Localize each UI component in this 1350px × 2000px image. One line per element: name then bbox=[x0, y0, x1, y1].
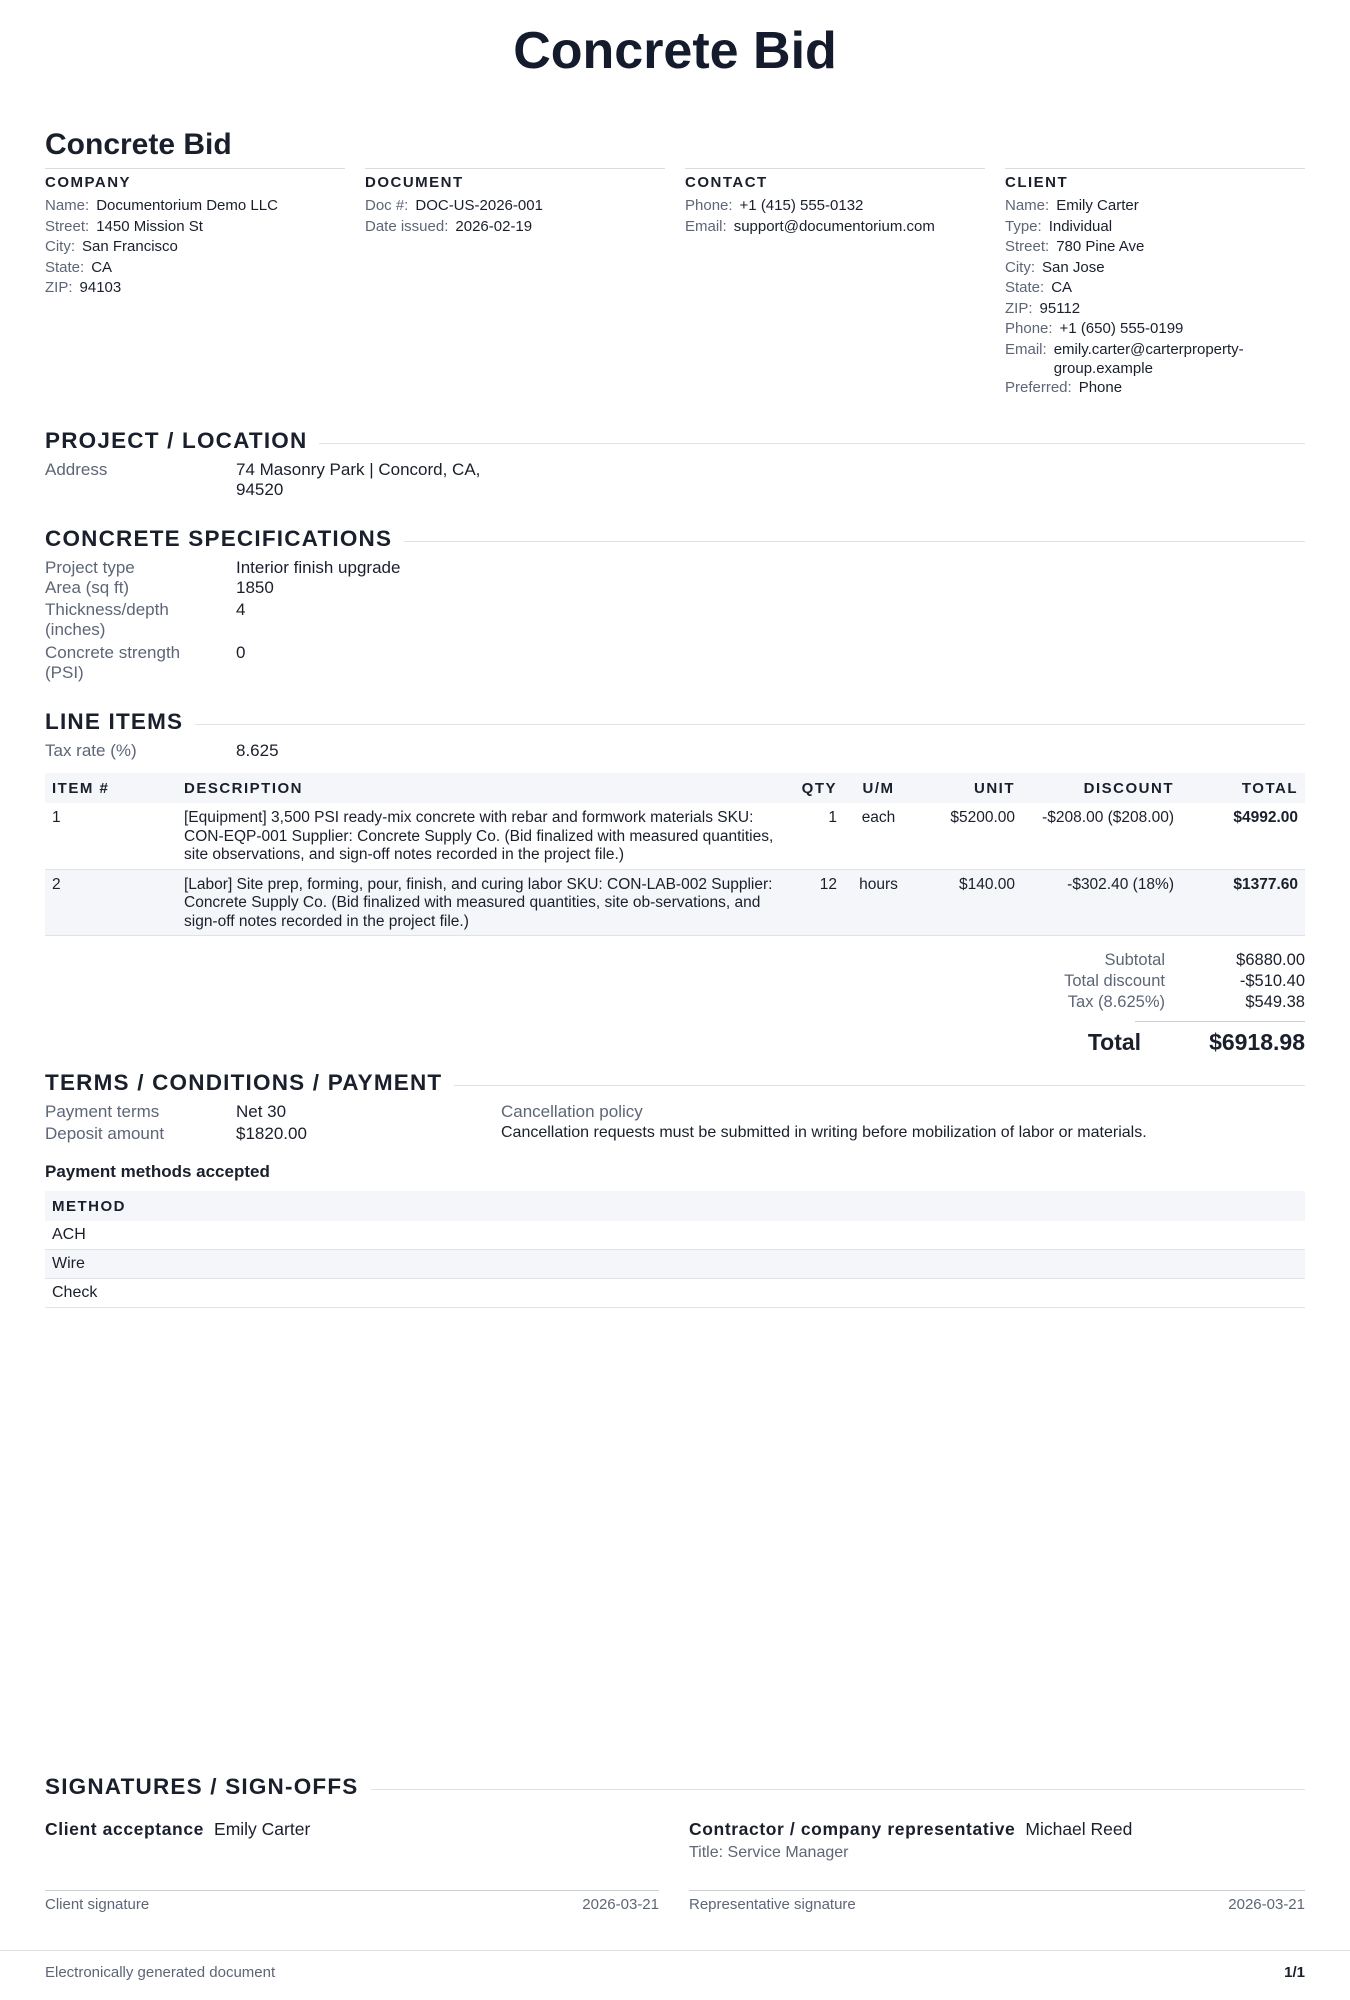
client-acceptance bbox=[45, 1818, 659, 1840]
spec-value: 4 bbox=[236, 600, 246, 619]
footer-divider bbox=[0, 1950, 1350, 1951]
field-label: Name: bbox=[1005, 197, 1050, 214]
total-discount-row bbox=[885, 971, 1305, 992]
date-issued: 2026-02-19 bbox=[455, 217, 533, 235]
document-title: Concrete Bid bbox=[513, 22, 837, 80]
field-label: Email: bbox=[685, 217, 727, 235]
specs-list bbox=[45, 558, 1305, 683]
company-row bbox=[45, 217, 345, 238]
field-label: State: bbox=[45, 258, 85, 276]
payment-methods-title: Payment methods accepted bbox=[45, 1162, 270, 1181]
payment-method: ACH bbox=[45, 1221, 1305, 1250]
section-rule bbox=[454, 1085, 1305, 1086]
section-rule bbox=[371, 1789, 1306, 1790]
client-row bbox=[1005, 196, 1305, 217]
client-street: 780 Pine Ave bbox=[1056, 238, 1145, 255]
company-name: Documentorium Demo LLC bbox=[96, 197, 278, 214]
field-label: Payment terms bbox=[45, 1102, 160, 1121]
client-row bbox=[1005, 319, 1305, 340]
line-items-table bbox=[45, 773, 1305, 936]
table-header-row bbox=[45, 1191, 1305, 1221]
field-label: Concrete strength (PSI) bbox=[45, 643, 181, 682]
client-signer-name: Emily Carter bbox=[214, 1819, 311, 1839]
item-discount: -$208.00 ($208.00) bbox=[1022, 803, 1181, 869]
field-label: State: bbox=[1005, 279, 1045, 296]
client-preferred: Phone bbox=[1078, 378, 1123, 396]
column-header: UNIT bbox=[913, 773, 1022, 803]
company-heading: COMPANY bbox=[45, 174, 132, 191]
header-info-grid bbox=[45, 168, 1305, 398]
client-type: Individual bbox=[1048, 217, 1113, 235]
client-row bbox=[1005, 278, 1305, 299]
document-row bbox=[365, 217, 665, 238]
rep-signature-block bbox=[689, 1818, 1305, 1913]
client-heading: CLIENT bbox=[1005, 174, 1069, 191]
cancellation-policy-text: Cancellation requests must be submitted in writing before mobilization of labor or materials. bbox=[501, 1124, 1147, 1141]
spec-value: 0 bbox=[236, 643, 246, 662]
item-description: [Labor] Site prep, forming, pour, finish, and curing labor SKU: CON-LAB-002 Supplier: Concrete Supply Co. (Bid finalized with measured quantities, site ob-servations, and sign-off notes recorded in the project file.) bbox=[177, 869, 790, 936]
cancellation-policy bbox=[501, 1102, 1147, 1144]
section-title: PROJECT / LOCATION bbox=[45, 428, 308, 453]
company-row bbox=[45, 196, 345, 217]
spec-value: Interior finish upgrade bbox=[236, 558, 401, 577]
item-total: $1377.60 bbox=[1181, 869, 1305, 936]
subtotal-row bbox=[885, 950, 1305, 971]
item-um: each bbox=[844, 803, 913, 869]
field-label: Phone: bbox=[1005, 320, 1053, 337]
company-row bbox=[45, 237, 345, 258]
company-city: San Francisco bbox=[82, 238, 178, 255]
field-label: Street: bbox=[45, 217, 90, 235]
field-label: Street: bbox=[1005, 238, 1050, 255]
client-row bbox=[1005, 378, 1305, 399]
client-zip: 95112 bbox=[1039, 299, 1081, 317]
item-number: 2 bbox=[45, 869, 177, 936]
client-phone: +1 (650) 555-0199 bbox=[1059, 320, 1184, 337]
field-label: Cancellation policy bbox=[501, 1102, 643, 1121]
company-state: CA bbox=[91, 258, 113, 276]
client-signature-line bbox=[45, 1890, 659, 1891]
client-signature-block bbox=[45, 1818, 659, 1913]
project-section-heading bbox=[45, 428, 1305, 454]
field-label: Address bbox=[45, 460, 108, 479]
subtotal-value: $6880.00 bbox=[1236, 951, 1305, 969]
field-label: Date issued: bbox=[365, 217, 449, 235]
column-header: DISCOUNT bbox=[1022, 773, 1181, 803]
totals-block bbox=[885, 950, 1305, 1058]
rep-acceptance bbox=[689, 1818, 1305, 1840]
column-header: METHOD bbox=[45, 1191, 1305, 1221]
company-row bbox=[45, 258, 345, 279]
field-label: Deposit amount bbox=[45, 1124, 165, 1143]
item-unit-price: $5200.00 bbox=[913, 803, 1022, 869]
signature-date: 2026-03-21 bbox=[582, 1896, 659, 1913]
document-block bbox=[365, 168, 665, 398]
section-title: TERMS / CONDITIONS / PAYMENT bbox=[45, 1070, 443, 1095]
tax-value: $549.38 bbox=[1245, 993, 1305, 1011]
footer-note: Electronically generated document bbox=[45, 1964, 276, 1981]
deposit-row bbox=[45, 1124, 501, 1144]
spec-row bbox=[45, 578, 1305, 598]
section-rule bbox=[195, 724, 1305, 725]
field-label: Type: bbox=[1005, 217, 1042, 235]
page-number: 1/1 bbox=[1284, 1964, 1305, 1981]
rep-signer-name: Michael Reed bbox=[1025, 1819, 1133, 1839]
tax-rate-row bbox=[45, 741, 1305, 761]
spec-value: 1850 bbox=[236, 578, 274, 597]
company-zip: 94103 bbox=[79, 279, 122, 296]
item-description: [Equipment] 3,500 PSI ready-mix concrete with rebar and formwork materials SKU: CON-EQP-001 Supplier: Concrete Supply Co. (Bid finalized with measured quantities, site observations, and sign-off notes recorded in the project file.) bbox=[177, 803, 790, 869]
grand-total-value: $6918.98 bbox=[1209, 1029, 1305, 1055]
field-label: Tax rate (%) bbox=[45, 741, 137, 760]
spec-row bbox=[45, 600, 1305, 640]
table-row bbox=[45, 1279, 1305, 1308]
item-unit-price: $140.00 bbox=[913, 869, 1022, 936]
field-label: Thickness/depth (inches) bbox=[45, 600, 169, 639]
field-label: Preferred: bbox=[1005, 378, 1072, 396]
company-block bbox=[45, 168, 345, 398]
field-label: Client acceptance bbox=[45, 1819, 205, 1839]
payment-terms-value: Net 30 bbox=[236, 1102, 287, 1121]
field-label: Phone: bbox=[685, 197, 733, 214]
document-subtitle: Concrete Bid bbox=[45, 128, 232, 161]
field-label: Name: bbox=[45, 197, 90, 214]
field-label: Contractor / company representative bbox=[689, 1819, 1016, 1839]
terms-left bbox=[45, 1102, 501, 1144]
rep-title: Title: Service Manager bbox=[689, 1844, 849, 1861]
contact-heading: CONTACT bbox=[685, 174, 768, 191]
client-row bbox=[1005, 299, 1305, 320]
column-header: ITEM # bbox=[45, 773, 177, 803]
section-rule bbox=[404, 541, 1305, 542]
client-name: Emily Carter bbox=[1056, 197, 1139, 214]
section-title: CONCRETE SPECIFICATIONS bbox=[45, 526, 393, 551]
payment-terms-row bbox=[45, 1102, 501, 1122]
payment-method: Wire bbox=[45, 1250, 1305, 1279]
document-heading: DOCUMENT bbox=[365, 174, 464, 191]
signature-label: Client signature bbox=[45, 1896, 150, 1913]
company-street: 1450 Mission St bbox=[96, 217, 203, 235]
total-discount-value: -$510.40 bbox=[1239, 972, 1305, 990]
grand-total-label: Total bbox=[1087, 1029, 1142, 1055]
project-address: 74 Masonry Park | Concord, CA, 94520 bbox=[236, 460, 481, 499]
item-total: $4992.00 bbox=[1181, 803, 1305, 869]
item-qty: 1 bbox=[790, 803, 844, 869]
item-qty: 12 bbox=[790, 869, 844, 936]
table-row bbox=[45, 1250, 1305, 1279]
document-row bbox=[365, 196, 665, 217]
grand-total-row bbox=[1087, 1021, 1305, 1058]
contact-email: support@documentorium.com bbox=[733, 217, 935, 235]
client-city: San Jose bbox=[1042, 258, 1105, 276]
signature-label: Representative signature bbox=[689, 1896, 856, 1913]
client-row bbox=[1005, 237, 1305, 258]
field-label: Total discount bbox=[1064, 972, 1165, 990]
signature-date: 2026-03-21 bbox=[1228, 1896, 1305, 1913]
spec-row bbox=[45, 643, 1305, 683]
tax-rate-value: 8.625 bbox=[236, 741, 279, 760]
client-signature-caption bbox=[45, 1896, 659, 1913]
field-label: ZIP: bbox=[1005, 299, 1033, 317]
client-row bbox=[1005, 340, 1305, 378]
contact-block bbox=[685, 168, 985, 398]
table-row bbox=[45, 1221, 1305, 1250]
payment-methods-table bbox=[45, 1191, 1305, 1308]
column-header: DESCRIPTION bbox=[177, 773, 790, 803]
column-header: U/M bbox=[844, 773, 913, 803]
client-state: CA bbox=[1051, 279, 1073, 296]
terms-section-heading bbox=[45, 1070, 1305, 1096]
rep-signature-caption bbox=[689, 1896, 1305, 1913]
payment-method: Check bbox=[45, 1279, 1305, 1308]
field-label: Email: bbox=[1005, 340, 1047, 358]
section-rule bbox=[319, 443, 1305, 444]
company-row bbox=[45, 278, 345, 299]
item-discount: -$302.40 (18%) bbox=[1022, 869, 1181, 936]
field-label: Doc #: bbox=[365, 197, 409, 214]
spec-row bbox=[45, 558, 1305, 578]
field-label: Subtotal bbox=[1104, 951, 1165, 969]
client-block bbox=[1005, 168, 1305, 398]
section-title: SIGNATURES / SIGN-OFFS bbox=[45, 1774, 359, 1799]
section-title: LINE ITEMS bbox=[45, 709, 184, 734]
table-row bbox=[45, 803, 1305, 869]
column-header: QTY bbox=[790, 773, 844, 803]
field-label: Area (sq ft) bbox=[45, 578, 130, 597]
field-label: City: bbox=[1005, 258, 1035, 276]
item-um: hours bbox=[844, 869, 913, 936]
project-address-row bbox=[45, 460, 1305, 500]
client-row bbox=[1005, 217, 1305, 238]
table-row bbox=[45, 869, 1305, 936]
signatures-section-heading bbox=[45, 1774, 1305, 1800]
contact-row bbox=[685, 217, 985, 238]
specs-section-heading bbox=[45, 526, 1305, 552]
client-row bbox=[1005, 258, 1305, 279]
contact-row bbox=[685, 196, 985, 217]
page-footer bbox=[45, 1964, 1305, 1981]
item-number: 1 bbox=[45, 803, 177, 869]
field-label: Project type bbox=[45, 558, 135, 577]
contact-phone: +1 (415) 555-0132 bbox=[739, 197, 864, 214]
field-label: ZIP: bbox=[45, 279, 73, 296]
tax-row bbox=[885, 992, 1305, 1013]
client-email: emily.carter@carterproperty-group.example bbox=[1053, 340, 1244, 377]
table-header-row bbox=[45, 773, 1305, 803]
line-items-section-heading bbox=[45, 709, 1305, 735]
document-page bbox=[45, 0, 1305, 2000]
doc-number: DOC-US-2026-001 bbox=[415, 197, 543, 214]
terms-block bbox=[45, 1102, 1305, 1144]
deposit-value: $1820.00 bbox=[236, 1124, 307, 1143]
rep-signature-line bbox=[689, 1890, 1305, 1891]
field-label: Tax (8.625%) bbox=[1067, 993, 1165, 1011]
field-label: City: bbox=[45, 238, 75, 255]
column-header: TOTAL bbox=[1181, 773, 1305, 803]
